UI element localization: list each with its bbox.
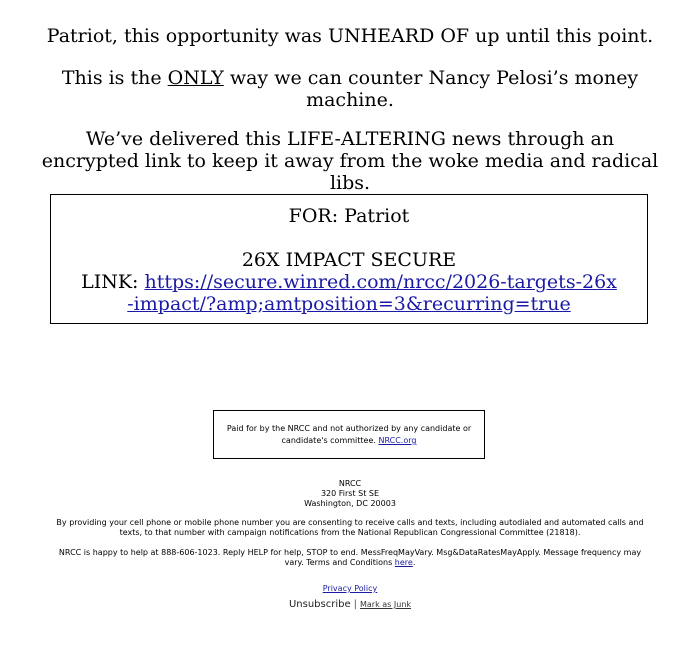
privacy-row [250,584,450,594]
footer-separator: | [353,599,357,610]
nrcc-org-link[interactable]: NRCC.org [378,436,417,445]
secure-donation-link[interactable]: https://secure.winred.com/nrcc/2026-targets-26x-impact/?amp;amtposition=3&recurring=true [127,271,617,315]
sms-consent-text: By providing your cell phone or mobile phone number you are consenting to receive calls and texts, including autodialed and automated calls and texts, to that number with campaign notifications from the National Republican Congressional Committee (21818). [56,518,644,537]
intro-line-2-prefix: This is the [61,67,168,89]
intro-line-2 [40,67,660,111]
impact-title: 26X IMPACT SECURE [241,249,457,271]
target-box [50,194,648,324]
disclaimer-text: Paid for by the NRCC and not authorized by any candidate or candidate's committee. [226,424,472,445]
paid-for-disclaimer [213,410,485,459]
terms-link[interactable]: here [394,558,413,567]
mailing-address [250,479,450,509]
link-label: LINK: [81,271,145,293]
address-org: NRCC [338,479,362,488]
privacy-policy-link[interactable]: Privacy Policy [322,584,378,593]
intro-line-1: Patriot, this opportunity was UNHEARD OF up until this point. [46,25,654,47]
intro-line-2-suffix: way we can counter Nancy Pelosi’s money machine. [223,67,639,111]
secure-link-line [81,271,617,315]
help-text [50,548,650,568]
unsubscribe-link[interactable]: Unsubscribe [288,599,351,610]
help-suffix: . [412,558,416,567]
intro-line-3: We’ve delivered this LIFE-ALTERING news through an encrypted link to keep it away from the woke media and radical libs. [41,128,659,194]
mark-as-junk-link[interactable]: Mark as Junk [360,600,412,609]
intro-emphasis-only: ONLY [167,67,224,89]
for-recipient: FOR: Patriot [288,205,410,227]
help-body: NRCC is happy to help at 888-606-1023. Reply HELP for help, STOP to end. MessFreqMayVary. Msg&DataRatesMayApply. Message frequency may vary. Terms and Conditions [58,548,642,567]
address-street: 320 First St SE [320,489,380,498]
unsubscribe-row [200,596,500,611]
address-city: Washington, DC 20003 [304,499,396,508]
